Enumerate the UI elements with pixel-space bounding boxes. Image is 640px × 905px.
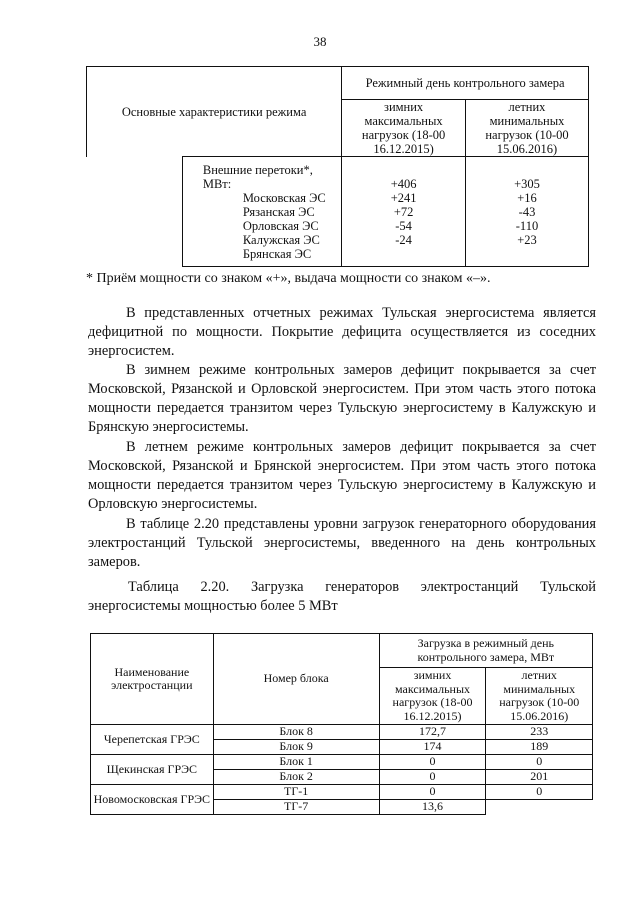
header-station: Наименование электростанции <box>91 634 214 725</box>
unit-name: Блок 2 <box>213 770 379 785</box>
flow-winter-value: +72 <box>393 205 414 219</box>
header-summer: летних минимальных нагрузок (10-00 15.06.2016) <box>466 100 589 157</box>
winter-values <box>342 157 466 267</box>
flow-winter-value: +241 <box>390 191 417 205</box>
flow-summer-value: +305 <box>514 177 540 191</box>
external-flows-table <box>86 66 589 267</box>
flow-summer-value: +23 <box>517 233 537 247</box>
unit-winter: 174 <box>379 740 486 755</box>
unit-winter: 0 <box>379 770 486 785</box>
header-unit: Номер блока <box>213 634 379 725</box>
unit-name: Блок 1 <box>213 755 379 770</box>
header-winter: зимних максимальных нагрузок (18-00 16.12.2015) <box>379 668 486 725</box>
page-number: 38 <box>313 34 327 49</box>
flow-row-label: Московская ЭС <box>242 191 326 205</box>
unit-name: Блок 8 <box>213 725 379 740</box>
unit-summer <box>486 800 593 815</box>
paragraph: В таблице 2.20 представлены уровни загрузок генераторного оборудования электростанций Тульской энергосистемы, введенного на день контрольных замеров. <box>88 516 596 570</box>
flow-row-label: Рязанская ЭС <box>242 205 315 219</box>
blank-cell <box>87 157 183 267</box>
table-caption: Таблица 2.20. Загрузка генераторов электростанций Тульской энергосистемы мощностью более 5 МВт <box>88 579 596 614</box>
flow-row-label: Брянская ЭС <box>242 247 312 261</box>
paragraph: В представленных отчетных режимах Тульская энергосистема является дефицитной по мощности. Покрытие дефицита осуществляется из соседних энергосистем. <box>88 305 596 359</box>
header-summer: летних минимальных нагрузок (10-00 15.06.2016) <box>486 668 593 725</box>
paragraph: В зимнем режиме контрольных замеров дефицит покрывается за счет Московской, Рязанской и Орловской энергосистем. При этом часть этого потока мощности передается транзитом через Тульскую энергосистему в Калужскую и Брянскую энергосистемы. <box>88 362 596 435</box>
flow-winter-value: -54 <box>395 219 412 233</box>
header-winter: зимних максимальных нагрузок (18-00 16.12.2015) <box>342 100 466 157</box>
unit-name: ТГ-7 <box>213 800 379 815</box>
unit-summer: 201 <box>486 770 593 785</box>
header-main-characteristics: Основные характеристики режима <box>87 67 342 157</box>
unit-winter: 13,6 <box>379 800 486 815</box>
station-name: Черепетская ГРЭС <box>91 725 214 755</box>
flow-summer-value: -43 <box>518 205 536 219</box>
station-name: Щекинская ГРЭС <box>91 755 214 785</box>
unit-summer: 0 <box>486 755 593 770</box>
unit-name: ТГ-1 <box>213 785 379 800</box>
unit-summer: 233 <box>486 725 593 740</box>
station-name: Новомосковская ГРЭС <box>91 785 214 815</box>
flow-summer-value: -110 <box>515 219 539 233</box>
flows-labels <box>182 157 341 267</box>
unit-summer: 0 <box>486 785 593 800</box>
flow-row-label: Калужская ЭС <box>242 233 320 247</box>
footnote: * Приём мощности со знаком «+», выдача мощности со знаком «–». <box>86 271 491 286</box>
unit-winter: 172,7 <box>379 725 486 740</box>
summer-values <box>466 157 589 267</box>
generator-load-table <box>90 633 593 815</box>
paragraph: В летнем режиме контрольных замеров дефицит покрывается за счет Московской, Рязанской и Брянской энергосистем. При этом часть этого потока мощности передается транзитом через Тульскую энергосистему в Калужскую и Орловскую энергосистемы. <box>88 439 596 512</box>
header-load-group: Загрузка в режимный день контрольного замера, МВт <box>379 634 592 668</box>
flow-winter-value: -24 <box>395 233 412 247</box>
flow-winter-value: +406 <box>390 177 417 191</box>
unit-name: Блок 9 <box>213 740 379 755</box>
unit-winter: 0 <box>379 785 486 800</box>
unit-summer: 189 <box>486 740 593 755</box>
unit-winter: 0 <box>379 755 486 770</box>
flow-row-label: Орловская ЭС <box>242 219 319 233</box>
flows-title: Внешние перетоки*, МВт: <box>202 163 313 191</box>
flow-summer-value: +16 <box>517 191 537 205</box>
header-control-day: Режимный день контрольного замера <box>342 67 589 100</box>
